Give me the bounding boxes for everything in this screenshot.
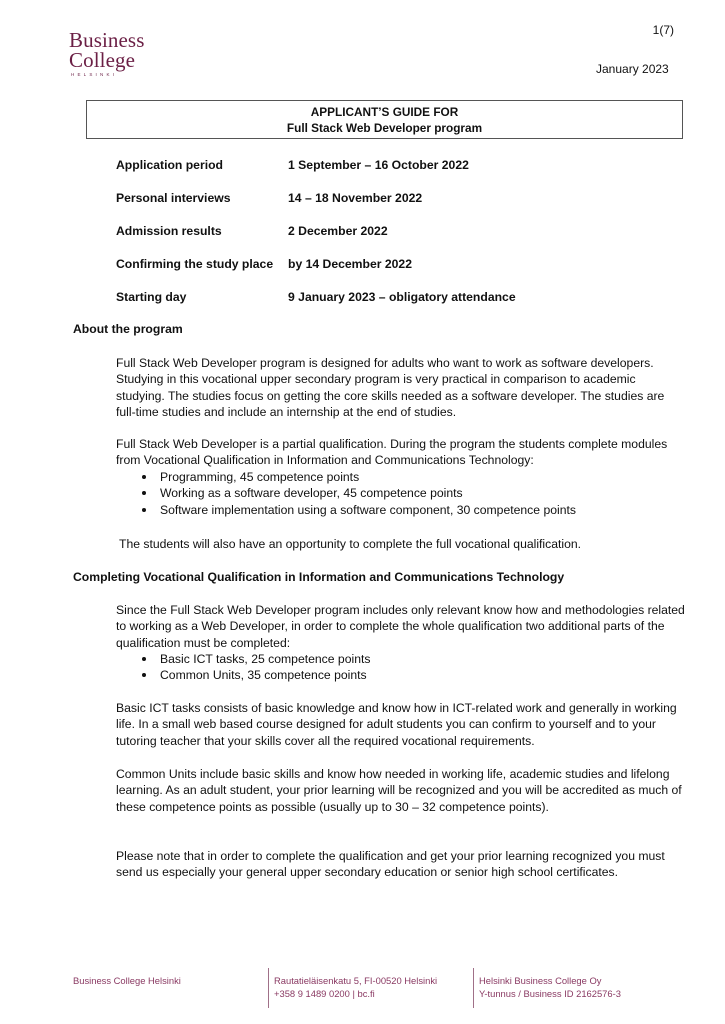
footer-business-id: Y-tunnus / Business ID 2162576-3: [479, 987, 621, 999]
footer-divider: [268, 968, 269, 1008]
footer-company-info: [479, 975, 621, 1000]
page-footer: [0, 968, 725, 1016]
completing-paragraph-2: Basic ICT tasks consists of basic knowledge and know how in ICT-related work and generally in working life. In a small web based course designed for adult students you can confirm to yourself and to your tutoring teacher that your skills cover all the required vocational requirements.: [116, 701, 677, 748]
footer-organization-name: Business College Helsinki: [73, 975, 181, 986]
schedule-row: [116, 224, 516, 257]
footer-address-line: Rautatieläisenkatu 5, FI-00520 Helsinki: [274, 975, 438, 986]
schedule-label: Application period: [116, 158, 223, 172]
list-item: Software implementation using a software component, 30 competence points: [140, 502, 576, 518]
about-paragraph-2: Full Stack Web Developer is a partial qualification. During the program the students complete modules from Vocational Qualification in Information and Communications Technology:: [116, 437, 668, 468]
about-paragraph-3: The students will also have an opportunity to complete the full vocational qualification.: [119, 537, 582, 551]
footer-contact-line: +358 9 1489 0200 | bc.fi: [274, 987, 375, 999]
schedule-value: 9 January 2023 – obligatory attendance: [288, 290, 516, 304]
list-item: Programming, 45 competence points: [140, 469, 576, 485]
list-item: Working as a software developer, 45 competence points: [140, 485, 576, 501]
schedule-row: [116, 191, 516, 224]
logo-line-college: College: [69, 48, 136, 72]
page-number: 1(7): [652, 23, 674, 37]
completing-heading: Completing Vocational Qualification in Information and Communications Technology: [73, 570, 565, 584]
schedule-table: [116, 158, 516, 323]
schedule-value: 2 December 2022: [288, 224, 388, 238]
footer-divider: [473, 968, 474, 1008]
schedule-label: Admission results: [116, 224, 222, 238]
document-date: January 2023: [596, 62, 669, 76]
completing-paragraph-4: Please note that in order to complete the qualification and get your prior learning recognized you must send us especially your general upper secondary education or senior high school certificates.: [116, 849, 665, 880]
schedule-label: Starting day: [116, 290, 187, 304]
business-college-logo: [69, 30, 144, 78]
list-item: Basic ICT tasks, 25 competence points: [140, 651, 370, 667]
about-heading: About the program: [73, 322, 183, 336]
schedule-value: 1 September – 16 October 2022: [288, 158, 469, 172]
schedule-row: [116, 257, 516, 290]
footer-company-name: Helsinki Business College Oy: [479, 975, 602, 986]
schedule-value: by 14 December 2022: [288, 257, 412, 271]
schedule-label: Confirming the study place: [116, 257, 274, 271]
logo-line-helsinki: HELSINKI: [71, 72, 118, 77]
footer-address: [274, 975, 437, 1000]
completing-paragraph-3: Common Units include basic skills and know how needed in working life, academic studies and lifelong learning. As an adult student, your prior learning will be recognized and you will be accredited as much of these competence points as possible (usually up to 30 – 32 competence points).: [116, 767, 682, 814]
title-line-1: APPLICANT’S GUIDE FOR: [310, 105, 459, 119]
modules-list: [140, 469, 576, 518]
schedule-row: [116, 158, 516, 191]
about-paragraph-1: Full Stack Web Developer program is designed for adults who want to work as software developers. Studying in this vocational upper secondary program is very practical in comparison to academic studying. The studies focus on getting the core skills needed as a software developer. The studies are full-time studies and include an internship at the end of studies.: [116, 356, 665, 419]
title-line-2: Full Stack Web Developer program: [286, 121, 483, 135]
schedule-row: [116, 290, 516, 323]
document-title-box: [86, 100, 683, 139]
schedule-label: Personal interviews: [116, 191, 231, 205]
completing-paragraph-1: Since the Full Stack Web Developer program includes only relevant know how and methodologies related to working as a Web Developer, in order to complete the whole qualification two additional parts of the qualification must be completed:: [116, 603, 685, 650]
parts-list: [140, 651, 370, 684]
schedule-value: 14 – 18 November 2022: [288, 191, 423, 205]
logo-line-business: Business: [69, 28, 145, 52]
list-item: Common Units, 35 competence points: [140, 667, 370, 683]
